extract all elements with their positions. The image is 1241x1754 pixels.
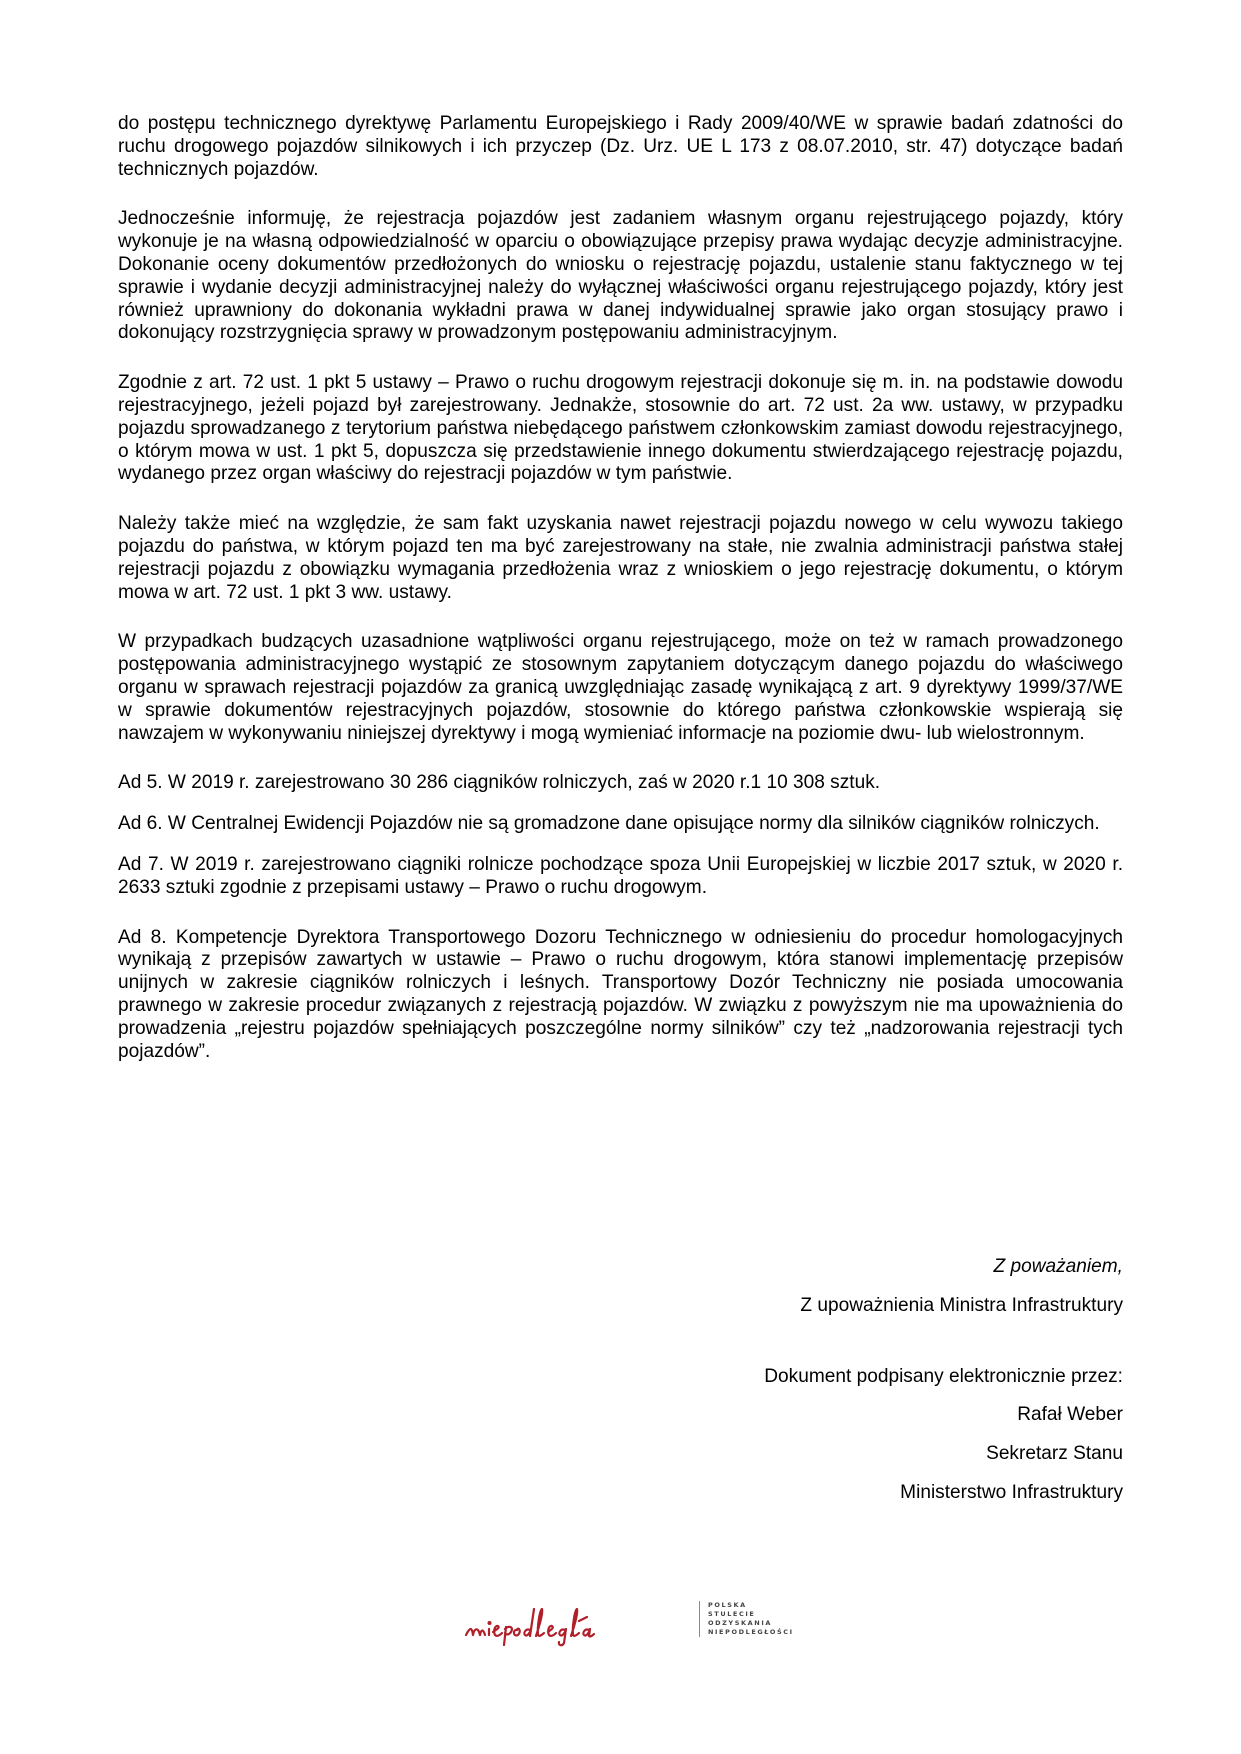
answer-ad-7: Ad 7. W 2019 r. zarejestrowano ciągniki rolnicze pochodzące spoza Unii Europejskiej w liczbie 2017 sztuk, w 2020 r. 2633 sztuki zgodnie z przepisami ustawy – Prawo o ruchu drogowym. [118, 853, 1123, 898]
answer-ad-6: Ad 6. W Centralnej Ewidencji Pojazdów nie są gromadzone dane opisujące normy dla silników ciągników rolniczych. [118, 813, 1100, 835]
logo-tagline-line-3: NIEPODLEGŁOŚCI [708, 1628, 794, 1636]
logo-divider [699, 1601, 700, 1637]
paragraph-doubtful-cases: W przypadkach budzących uzasadnione wątpliwości organu rejestrującego, może on też w ramach prowadzonego postępowania administracyjnego wystąpić ze stosownym zapytaniem dotyczącym danego pojazdu do właściwego organu w sprawach rejestracji pojazdów za granicą uwzględniając zasadę wynikającą z art. 9 dyrektywy 1999/37/WE w sprawie dokumentów rejestracyjnych pojazdów, stosownie do którego państwa członkowskie wspierają się nawzajem w wykonywaniu niniejszej dyrektywy i mogą wymieniać informacje na poziomie dwu- lub wielostronnym. [118, 631, 1123, 744]
niepodlegla-script-logo [462, 1599, 692, 1649]
niepodlegla-logo [462, 1593, 822, 1663]
signature-institution: Ministerstwo Infrastruktury [900, 1481, 1123, 1503]
logo-tagline-line-1: POLSKA [708, 1601, 747, 1609]
answer-ad-8: Ad 8. Kompetencje Dyrektora Transportowego Dozoru Technicznego w odniesieniu do procedur homologacyjnych wynikają z przepisów zawartych w ustawie – Prawo o ruchu drogowym, która stanowi implementację przepisów unijnych w zakresie ciągników rolniczych i leśnych. Transportowy Dozór Techniczny nie posiada umocowania prawnego w zakresie procedur związanych z rejestracją pojazdów. W związku z powyższym nie ma upoważnienia do prowadzenia „rejestru pojazdów spełniających poszczególne normy silników” czy też „nadzorowania rejestracji tych pojazdów”. [118, 926, 1123, 1062]
paragraph-directive-reference: do postępu technicznego dyrektywę Parlamentu Europejskiego i Rady 2009/40/WE w sprawie badań zdatności do ruchu drogowego pojazdów silnikowych i ich przyczep (Dz. Urz. UE L 173 z 08.07.2010, str. 47) dotyczące badań technicznych pojazdów. [118, 113, 1123, 180]
logo-tagline [708, 1601, 822, 1637]
signature-signed-by-label: Dokument podpisany elektronicznie przez: [764, 1365, 1123, 1387]
signature-greeting: Z poważaniem, [993, 1256, 1123, 1277]
logo-tagline-line-2: STULECIE ODZYSKANIA [708, 1610, 772, 1627]
letter-body [118, 113, 1123, 1063]
signature-authority: Z upoważnienia Ministra Infrastruktury [800, 1294, 1123, 1316]
signature-position: Sekretarz Stanu [986, 1443, 1123, 1465]
paragraph-registration-authority: Jednocześnie informuję, że rejestracja pojazdów jest zadaniem własnym organu rejestrującego pojazdy, który wykonuje je na własną odpowiedzialność w oparciu o obowiązujące przepisy prawa wydając decyzje administracyjne. Dokonanie oceny dokumentów przedłożonych do wniosku o rejestrację pojazdu, ustalenie stanu faktycznego w tej sprawie i wydanie decyzji administracyjnej należy do wyłącznej właściwości organu rejestrującego pojazdy, który jest również uprawniony do dokonania wykładni prawa w danej indywidualnej sprawie jako organ stosujący prawo i dokonujący rozstrzygnięcia sprawy w prowadzonym postępowaniu administracyjnym. [118, 208, 1123, 344]
signature-name: Rafał Weber [1017, 1404, 1123, 1426]
paragraph-art-72: Zgodnie z art. 72 ust. 1 pkt 5 ustawy – Prawo o ruchu drogowym rejestracji dokonuje się m. in. na podstawie dowodu rejestracyjnego, jeżeli pojazd był zarejestrowany. Jednakże, stosownie do art. 72 ust. 2a ww. ustawy, w przypadku pojazdu sprowadzanego z terytorium państwa niebędącego państwem członkowskim zamiast dowodu rejestracyjnego, o którym mowa w ust. 1 pkt 5, dopuszcza się przedstawienie innego dokumentu stwierdzającego rejestrację pojazdu, wydanego przez organ właściwy do rejestracji pojazdów w tym państwie. [118, 372, 1123, 485]
paragraph-export-registration: Należy także mieć na względzie, że sam fakt uzyskania nawet rejestracji pojazdu nowego w celu wywozu takiego pojazdu do państwa, w którym pojazd ten ma być zarejestrowany na stałe, nie zwalnia administracji państwa stałej rejestracji pojazdu z obowiązku wymagania przedłożenia wraz z wnioskiem o jego rejestrację dokumentu, o którym mowa w art. 72 ust. 1 pkt 3 ww. ustawy. [118, 513, 1123, 603]
signature-block [523, 1256, 1123, 1505]
answer-ad-5: Ad 5. W 2019 r. zarejestrowano 30 286 ciągników rolniczych, zaś w 2020 r.1 10 308 sztuk. [118, 772, 881, 794]
